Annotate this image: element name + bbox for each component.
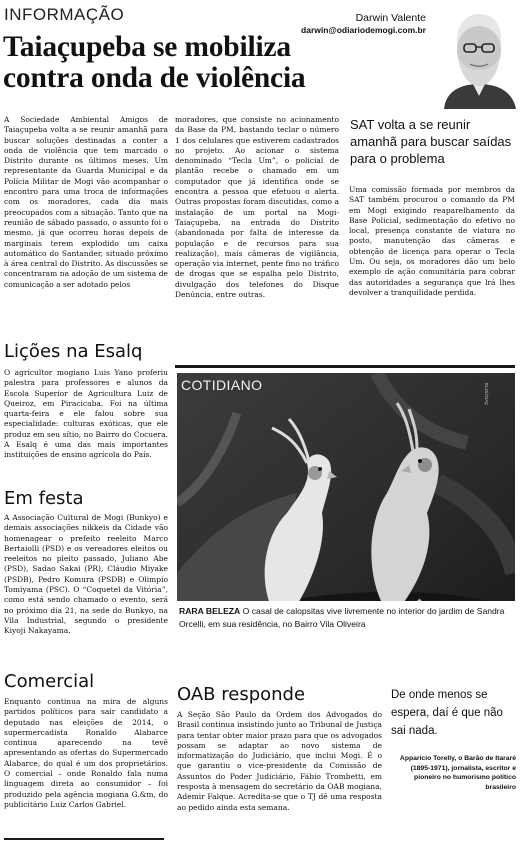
cockatiel-photo xyxy=(177,373,515,639)
author-name: Darwin Valente xyxy=(355,12,426,24)
photo-caption xyxy=(179,605,513,631)
headline-line-2: contra onda de violência xyxy=(3,62,306,94)
author-email[interactable]: darwin@odiariodemogi.com.br xyxy=(301,25,426,35)
quote-attribution: Apparício Torelly, o Barão de Itararé (1895-1971), jornalista, escritor e pioneiro no humorismo político brasileiro xyxy=(399,755,516,791)
quote-text: De onde menos se espera, daí é que não sai nada. xyxy=(391,689,503,737)
main-story-col-2: moradores, que consiste no acionamento da Base da PM, bastando teclar o número 1 dos celulares que estiverem cadastrados no projeto. Ao acionar o sistema denominado “Tecla Um”, o policial de plantão recebe o chamado em um computador que já identifica onde se encontra a pessoa que efetuou o alerta. Outras propostas foram discutidas, como a instalação de um portal na Mogi-Taiaçupeba, na entrada do Distrito (abandonada por falta de interesse da população e de recursos para sua realização), mais câmeras de vigilância, operação via internet, pente fino no tráfico de drogas que se espalha pelo Distrito, divulgação dos telefones do Disque Denúncia, entre outras. xyxy=(175,115,339,300)
divider-top xyxy=(175,365,515,368)
section-label: INFORMAÇÃO xyxy=(4,5,125,24)
main-story-col-3: Uma comissão formada por membros da SAT também procurou o comando da PM em Mogi exigindo reaparelhamento da Base Policial, sedimentação do efetivo no local, presença constante de viatura no posto, manutenção das câmeras e obtenção de licença para operar o Tecla Um. Ou seja, os moradores dão um belo exemplo de ação comunitária para cobrar das autoridades a segurança que lrá lhes devolver a tranquilidade perdida. xyxy=(349,185,515,297)
headline-line-1: Taiaçupeba se mobiliza xyxy=(3,31,291,63)
em-festa-body: A Associação Cultural de Mogi (Bunkyo) e demais associações nikkeis da Cidade vão homenagear o prefeito reeleito Marco Bertaiolli (PSD) e os vereadores eleitos ou reeleitos no pleito passado, Juliano Abe (PSD), Sadao Sakai (PR), Cláudio Miyake (PSDB), Pedro Komura (PSDB) e Olimpio Tomiyama (PSC). O “Coquetel da Vitória”, como está sendo chamado o evento, será no próximo dia 21, na sede do Bunkyo, na Vila Industrial, segundo o presidente Kiyoji Nakayama. xyxy=(4,513,168,636)
comercial-title: Comercial xyxy=(4,671,95,692)
photo-credit: ELO/JOAÇ xyxy=(484,383,489,406)
licoes-body: O agricultor mogiano Luis Yano proferiu palestra para professores e alunos da Escola Superior de Agricultura Luiz de Queiroz, em Piracicaba. Foi na última quarta-feira e ele falou sobre sua especialidade: culturas exóticas, que ele produz em seu sítio, no Bairro do Cocuera. A Esalq é uma das mais importantes instituições de ensino agrícola do País. xyxy=(4,368,168,460)
cotidiano-label: COTIDIANO xyxy=(181,377,263,393)
oab-title: OAB responde xyxy=(177,684,306,705)
oab-body: A Seção São Paulo da Ordem dos Advogados do Brasil continua insistindo junto ao Tribunal de Justiça para tentar obter maior prazo para que os advogados possam se adaptar ao novo sistema de informatização do Judiciário, que inclui Mogi. É o que garantiu o vice-presidente da Comissão de Assuntos do Poder Judiciário, Fábio Trombetti, em resposta à mensagem do secretário da OAB mogiana, Ademir Falque. Acredita-se que o TJ dê uma resposta ao pedido ainda esta semana. xyxy=(177,710,382,812)
em-festa-title: Em festa xyxy=(4,488,84,509)
main-story-col-1: A Sociedade Ambiental Amigos de Taiaçupeba volta a se reunir amanhã para buscar soluções destinadas a conter a onda de violência que tem marcado o Distrito durante os últimos meses. Um representante da Guarda Municipal e da Polícia Militar de Mogi vão acompanhar o encontro para uma troca de informações com os moradores, cada dia mais preocupados com a situação. Tanto que na reunião de sábado passado, o assunto foi o mesmo, já que ocorreu horas depois de marginais terem explodido um caixa automático do Santander, situado próximo à área central do Distrito. As discussões se concentraram na adoção de um sistema de comunicação a ser adotado pelos xyxy=(4,115,168,289)
caption-text: O casal de calopsitas vive livremente no interior do jardim de Sandra Orcelli, em sua residência, no Bairro Vila Oliveira xyxy=(179,606,505,629)
comercial-body: Enquanto continua na mira de alguns partidos políticos para sair candidato a deputado nas eleições de 2014, o supermercadista Ronaldo Alabarce continua aparecendo na tevê apresentando as ofertas do Supermercado Alabarce, do qual é um dos proprietários. O comercial – onde Ronaldo fala numa linguagem direta ao consumidor – foi produzido pela agência mogiana G.&m, do publicitário Luiz Carlos Gabriel. xyxy=(4,697,168,809)
author-portrait-icon xyxy=(436,4,522,109)
caption-lead: RARA BELEZA xyxy=(179,606,241,616)
main-headline xyxy=(3,32,433,94)
licoes-title: Lições na Esalq xyxy=(4,341,143,362)
main-story-subhead: SAT volta a se reunir amanhã para buscar saídas para o problema xyxy=(350,117,512,166)
divider-bottom-left xyxy=(4,838,164,840)
